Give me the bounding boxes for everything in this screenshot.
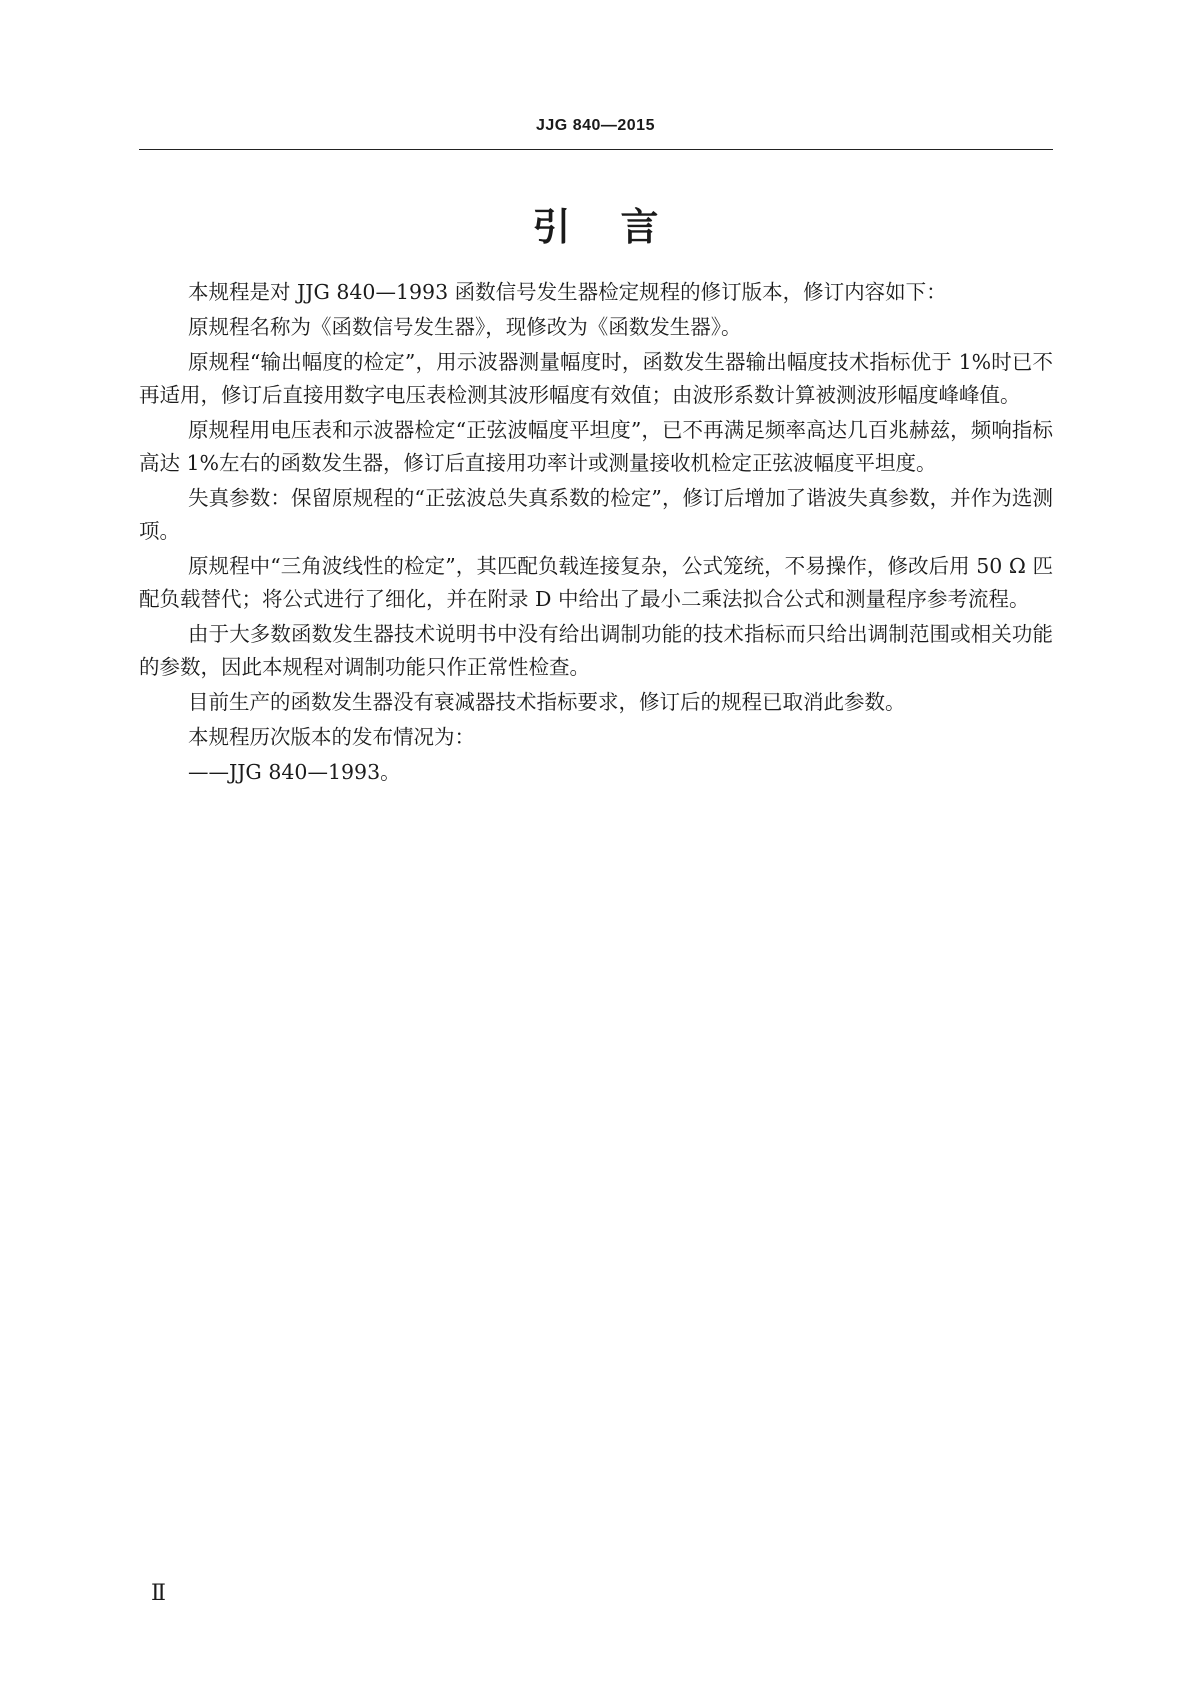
paragraph-history-intro: 本规程历次版本的发布情况为： — [188, 725, 475, 749]
paragraph-intro: 本规程是对 JJG 840—1993 函数信号发生器检定规程的修订版本，修订内容如下： — [188, 280, 947, 304]
page-number: Ⅱ — [151, 1581, 166, 1606]
body-text — [139, 276, 1053, 791]
paragraph-flatness: 原规程用电压表和示波器检定“正弦波幅度平坦度”，已不再满足频率高达几百兆赫兹，频响指标高达 1%左右的函数发生器，修订后直接用功率计或测量接收机检定正弦波幅度平坦度。 — [139, 418, 1053, 475]
paragraph-history-item: ——JJG 840—1993。 — [188, 760, 401, 784]
paragraph-modulation: 由于大多数函数发生器技术说明书中没有给出调制功能的技术指标而只给出调制范围或相关功能的参数，因此本规程对调制功能只作正常性检查。 — [139, 622, 1053, 679]
header-divider — [139, 149, 1053, 150]
paragraph-triangle-linearity: 原规程中“三角波线性的检定”，其匹配负载连接复杂，公式笼统，不易操作，修改后用 50 Ω 匹配负载替代；将公式进行了细化，并在附录 D 中给出了最小二乘法拟合公式和测量程序参考流程。 — [139, 554, 1053, 611]
paragraph-attenuator: 目前生产的函数发生器没有衰减器技术指标要求，修订后的规程已取消此参数。 — [188, 690, 906, 714]
section-title: 引言 — [532, 205, 709, 249]
paragraph-distortion: 失真参数：保留原规程的“正弦波总失真系数的检定”，修订后增加了谐波失真参数，并作为选测项。 — [139, 486, 1053, 543]
paragraph-output-amplitude: 原规程“输出幅度的检定”，用示波器测量幅度时，函数发生器输出幅度技术指标优于 1%时已不再适用，修订后直接用数字电压表检测其波形幅度有效值；由波形系数计算被测波形幅度峰峰值。 — [139, 350, 1053, 407]
paragraph-rename: 原规程名称为《函数信号发生器》，现修改为《函数发生器》。 — [188, 315, 742, 339]
running-header: JJG 840—2015 — [536, 117, 655, 134]
